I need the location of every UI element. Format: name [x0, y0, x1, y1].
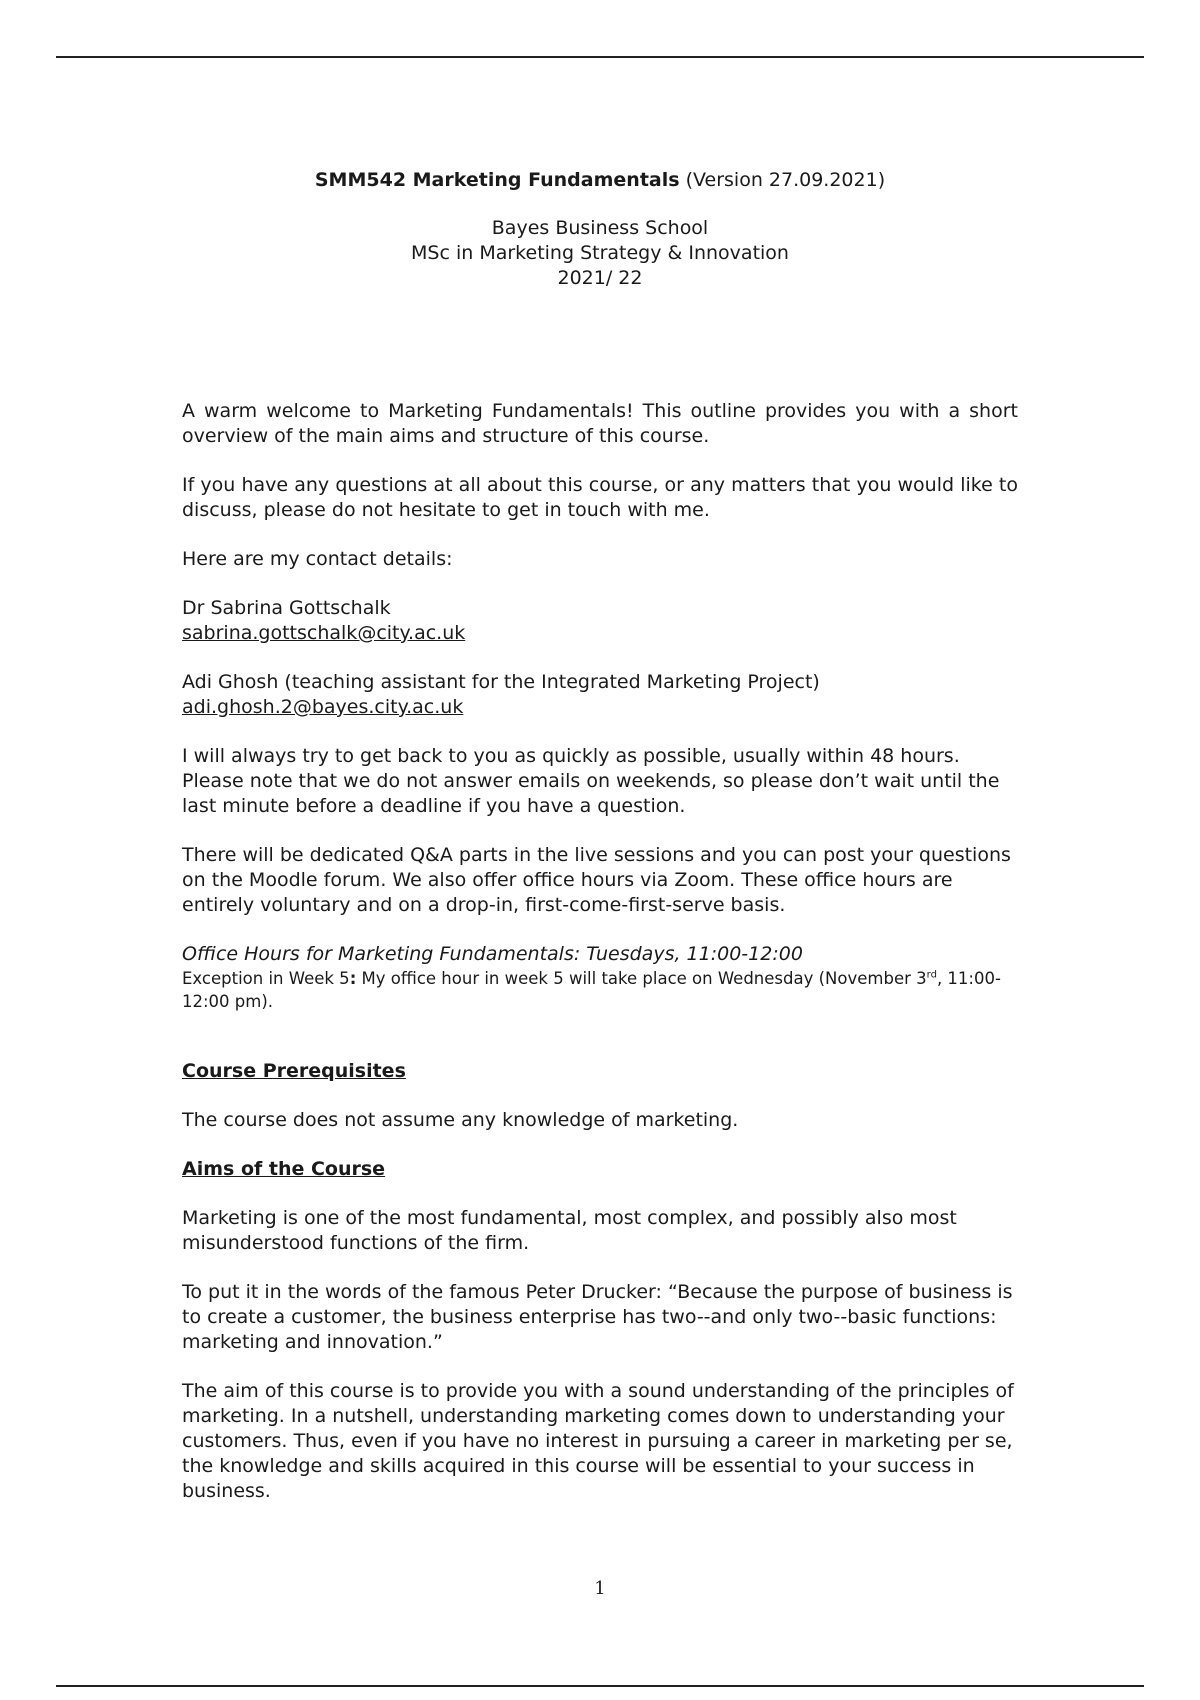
contact-name: Adi Ghosh (teaching assistant for the Integrated Marketing Project)	[182, 671, 820, 693]
exception-end: , 11:00-12:00 pm).	[182, 969, 1001, 1011]
response-paragraph: I will always try to get back to you as quickly as possible, usually within 48 hours. Please note that we do not answer emails on weekends, so please don’t wait until the last minute before a deadline if you have a question.	[182, 745, 1000, 817]
contact-assistant	[182, 670, 1018, 720]
exception-colon: :	[349, 969, 357, 988]
contact-lecturer	[182, 596, 1018, 646]
school-name: Bayes Business School	[491, 217, 709, 239]
intro-section	[182, 399, 1018, 572]
document-page	[182, 168, 1018, 1528]
contact-name: Dr Sabrina Gottschalk	[182, 597, 391, 619]
exception-text: My office hour in week 5 will take place on Wednesday (November 3	[356, 969, 927, 988]
aims-heading: Aims of the Course	[182, 1158, 386, 1180]
course-title: SMM542 Marketing Fundamentals	[314, 169, 680, 191]
exception-label: Exception in Week 5	[182, 969, 350, 988]
office-hours-block	[182, 942, 1018, 1013]
questions-paragraph: If you have any questions at all about this course, or any matters that you would like to discuss, please do not hesitate to get in touch with me.	[182, 474, 1018, 521]
contact-lead: Here are my contact details:	[182, 548, 453, 570]
top-rule	[56, 56, 1144, 58]
prerequisites-text: The course does not assume any knowledge of marketing.	[182, 1109, 739, 1131]
email-link[interactable]: adi.ghosh.2@bayes.city.ac.uk	[182, 696, 464, 718]
course-header	[182, 216, 1018, 291]
prerequisites-heading: Course Prerequisites	[182, 1060, 406, 1082]
welcome-paragraph: A warm welcome to Marketing Fundamentals! This outline provides you with a short overview of the main aims and structure of this course.	[182, 400, 1018, 447]
office-hours-exception	[182, 967, 1018, 1013]
email-link[interactable]: sabrina.gottschalk@city.ac.uk	[182, 622, 466, 644]
bottom-rule	[56, 1685, 1144, 1687]
aims-paragraph-3: The aim of this course is to provide you with a sound understanding of the principles of marketing. In a nutshell, understanding marketing comes down to understanding your customers. Thus, even if you have no interest in pursuing a career in marketing per se, the knowledge and skills acquired in this course will be essential to your success in business.	[182, 1380, 1014, 1502]
programme-name: MSc in Marketing Strategy & Innovation	[411, 242, 789, 264]
academic-year: 2021/ 22	[557, 267, 643, 289]
version-label: (Version 27.09.2021)	[685, 169, 886, 191]
aims-paragraph-2: To put it in the words of the famous Peter Drucker: “Because the purpose of business is to create a customer, the business enterprise has two--and only two--basic functions: marketing and innovation.”	[182, 1281, 1013, 1353]
aims-paragraph-1: Marketing is one of the most fundamental, most complex, and possibly also most misunderstood functions of the firm.	[182, 1207, 957, 1254]
exception-sup: rd	[926, 969, 937, 981]
office-hours-title: Office Hours for Marketing Fundamentals: Tuesdays, 11:00-12:00	[182, 943, 803, 965]
document-title	[182, 168, 1018, 193]
qa-paragraph: There will be dedicated Q&A parts in the live sessions and you can post your questions on the Moodle forum. We also offer office hours via Zoom. These office hours are entirely voluntary and on a drop-in, first-come-first-serve basis.	[182, 844, 1011, 916]
page-number: 1	[594, 1578, 606, 1599]
